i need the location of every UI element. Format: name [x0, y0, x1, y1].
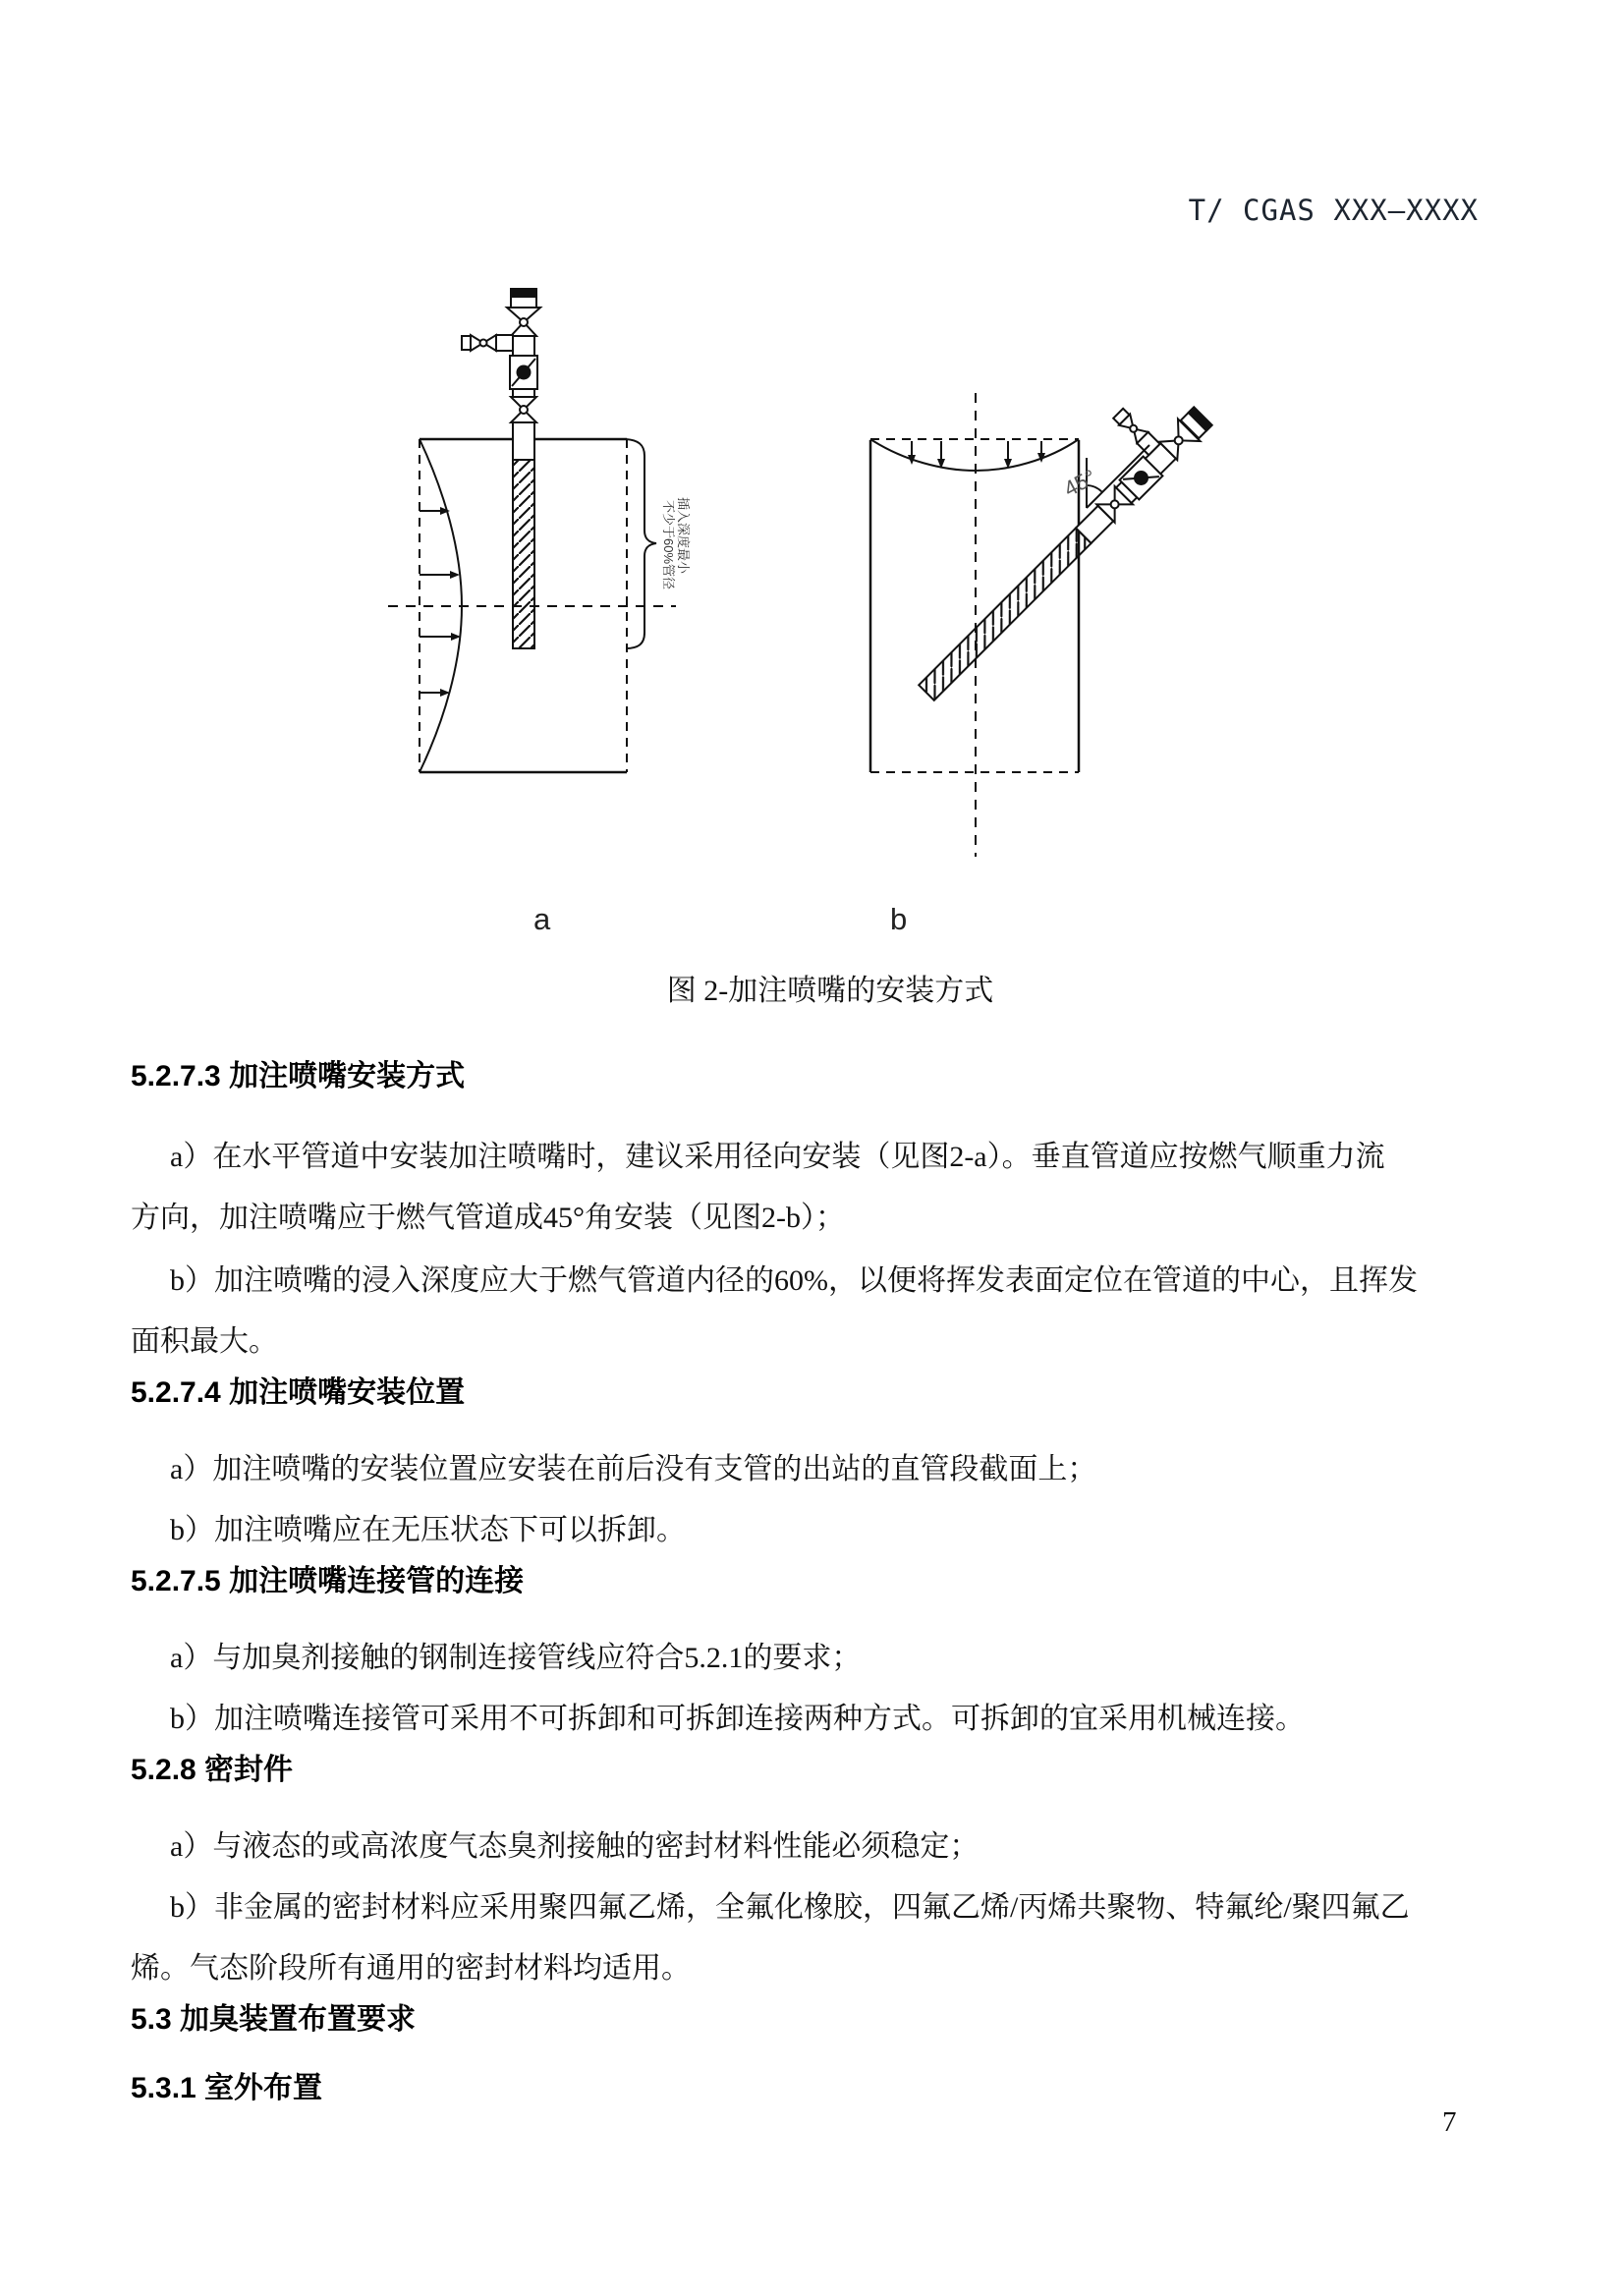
paragraph-line: b）非金属的密封材料应采用聚四氟乙烯，全氟化橡胶，四氟乙烯/丙烯共聚物、特氟纶/聚四氟乙 — [170, 1891, 1410, 1924]
section-heading-5273: 5.2.7.3 加注喷嘴安装方式 — [131, 1060, 466, 1092]
nozzle-assembly-a — [462, 289, 540, 648]
angle-label: 45° — [1059, 464, 1100, 502]
diagram-b-pipe — [870, 393, 1079, 857]
flow-arrowheads-a — [440, 507, 461, 697]
paragraph-line: b）加注喷嘴应在无压状态下可以拆卸。 — [170, 1514, 686, 1546]
section-heading-53: 5.3 加臭装置布置要求 — [131, 2003, 417, 2036]
figure-2 — [0, 0, 1624, 1046]
paragraph-line: b）加注喷嘴的浸入深度应大于燃气管道内径的60%，以便将挥发表面定位在管道的中心，且挥发 — [170, 1264, 1418, 1297]
section-heading-5275: 5.2.7.5 加注喷嘴连接管的连接 — [131, 1565, 525, 1597]
section-heading-531: 5.3.1 室外布置 — [131, 2072, 323, 2104]
subfigure-label-a: a — [533, 902, 551, 936]
section-heading-528: 5.2.8 密封件 — [131, 1754, 294, 1786]
insertion-depth-brace — [626, 439, 691, 648]
paragraph-line: a）与加臭剂接触的钢制连接管线应符合5.2.1的要求； — [170, 1642, 862, 1674]
paragraph-line: 烯。气态阶段所有通用的密封材料均适用。 — [131, 1952, 691, 1985]
section-heading-5274: 5.2.7.4 加注喷嘴安装位置 — [131, 1376, 466, 1409]
page-number: 7 — [1442, 2106, 1457, 2138]
paragraph-line: 面积最大。 — [131, 1325, 278, 1358]
paragraph-line: a）在水平管道中安装加注喷嘴时，建议采用径向安装（见图2-a）。垂直管道应按燃气顺重力流 — [170, 1141, 1385, 1173]
installation-diagram-svg — [0, 0, 1624, 1041]
brace-annotation-line-2: 不少于60%管径 — [661, 500, 676, 590]
subfigure-label-b: b — [890, 902, 908, 936]
paragraph-line: a）与液态的或高浓度气态臭剂接触的密封材料性能必须稳定； — [170, 1830, 980, 1863]
nozzle-assembly-b — [882, 372, 1213, 703]
paragraph-line: b）加注喷嘴连接管可采用不可拆卸和可拆卸连接两种方式。可拆卸的宜采用机械连接。 — [170, 1703, 1305, 1735]
paragraph-line: 方向，加注喷嘴应于燃气管道成45°角安装（见图2-b）； — [131, 1202, 845, 1234]
brace-annotation-line-1: 插入深度最小 — [676, 497, 691, 575]
paragraph-line: a）加注喷嘴的安装位置应安装在前后没有支管的出站的直管段截面上； — [170, 1453, 1097, 1485]
figure-caption: 图 2-加注喷嘴的安装方式 — [666, 975, 994, 1007]
standard-code-header: T/ CGAS XXX—XXXX — [1188, 194, 1479, 227]
